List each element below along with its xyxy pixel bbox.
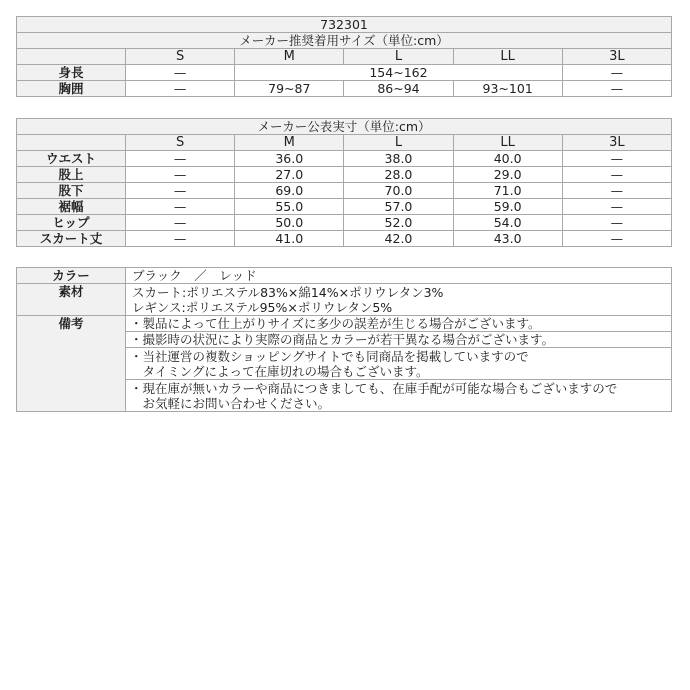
cell: — — [126, 183, 235, 199]
size-header-l: L — [344, 135, 453, 151]
note-line: ・現在庫が無いカラーや商品につきましても、在庫手配が可能な場合もございますので — [130, 380, 618, 396]
cell: — — [126, 215, 235, 231]
cell: — — [562, 199, 671, 215]
cell: 59.0 — [453, 199, 562, 215]
table-row — [17, 167, 672, 183]
cell: 43.0 — [453, 231, 562, 247]
table-row — [17, 231, 672, 247]
note-item — [126, 380, 672, 412]
row-label: 股上 — [17, 167, 126, 183]
corner-cell — [17, 49, 126, 65]
size-header-s: S — [126, 49, 235, 65]
row-label: スカート丈 — [17, 231, 126, 247]
actual-size-table — [16, 118, 672, 247]
cell: 71.0 — [453, 183, 562, 199]
recommended-size-title: メーカー推奨着用サイズ（単位:cm） — [17, 33, 672, 49]
cell: 86~94 — [344, 81, 453, 97]
material-label: 素材 — [17, 284, 126, 316]
cell: — — [126, 231, 235, 247]
cell: 42.0 — [344, 231, 453, 247]
cell: — — [562, 81, 671, 97]
note-line: タイミングによって在庫切れの場合もございます。 — [130, 363, 429, 379]
cell: — — [126, 81, 235, 97]
cell: 93~101 — [453, 81, 562, 97]
size-header-s: S — [126, 135, 235, 151]
cell: — — [126, 65, 235, 81]
size-header-l: L — [344, 49, 453, 65]
row-label: 裾幅 — [17, 199, 126, 215]
cell: 50.0 — [235, 215, 344, 231]
row-label-chest: 胸囲 — [17, 81, 126, 97]
cell: — — [562, 215, 671, 231]
cell: — — [126, 151, 235, 167]
recommended-size-table — [16, 16, 672, 97]
cell: 38.0 — [344, 151, 453, 167]
cell: — — [126, 199, 235, 215]
size-header-m: M — [235, 135, 344, 151]
size-header-3l: 3L — [562, 49, 671, 65]
note-item: ・製品によって仕上がりサイズに多少の誤差が生じる場合がございます。 — [126, 316, 672, 332]
actual-size-title: メーカー公表実寸（単位:cm） — [17, 119, 672, 135]
cell: — — [562, 167, 671, 183]
table-row — [17, 81, 672, 97]
cell: — — [126, 167, 235, 183]
note-item — [126, 348, 672, 380]
table-row — [17, 199, 672, 215]
cell-height-range: 154~162 — [235, 65, 563, 81]
cell: 57.0 — [344, 199, 453, 215]
color-label: カラー — [17, 268, 126, 284]
cell: 70.0 — [344, 183, 453, 199]
note-line: お気軽にお問い合わせください。 — [130, 395, 331, 411]
material-line: レギンス:ポリエステル95%×ポリウレタン5% — [132, 299, 393, 315]
note-line: ・当社運営の複数ショッピングサイトでも同商品を掲載していますので — [130, 348, 529, 364]
size-header-m: M — [235, 49, 344, 65]
cell: 36.0 — [235, 151, 344, 167]
cell: 79~87 — [235, 81, 344, 97]
material-value — [126, 284, 672, 316]
row-label: ヒップ — [17, 215, 126, 231]
table-row — [17, 151, 672, 167]
table-row — [17, 183, 672, 199]
cell: 55.0 — [235, 199, 344, 215]
cell: — — [562, 231, 671, 247]
cell: — — [562, 151, 671, 167]
size-header-3l: 3L — [562, 135, 671, 151]
table-row — [17, 215, 672, 231]
product-info-table — [16, 267, 672, 412]
cell: 69.0 — [235, 183, 344, 199]
cell: 27.0 — [235, 167, 344, 183]
row-label: 股下 — [17, 183, 126, 199]
notes-label: 備考 — [17, 316, 126, 412]
row-label-height: 身長 — [17, 65, 126, 81]
material-line: スカート:ポリエステル83%×綿14%×ポリウレタン3% — [132, 284, 444, 300]
size-header-ll: LL — [453, 135, 562, 151]
size-header-ll: LL — [453, 49, 562, 65]
cell: 54.0 — [453, 215, 562, 231]
cell: 40.0 — [453, 151, 562, 167]
note-item: ・撮影時の状況により実際の商品とカラーが若干異なる場合がございます。 — [126, 332, 672, 348]
cell: 29.0 — [453, 167, 562, 183]
corner-cell — [17, 135, 126, 151]
cell: 52.0 — [344, 215, 453, 231]
color-value: ブラック ／ レッド — [126, 268, 672, 284]
cell: 41.0 — [235, 231, 344, 247]
row-label: ウエスト — [17, 151, 126, 167]
cell: 28.0 — [344, 167, 453, 183]
cell: — — [562, 183, 671, 199]
cell: — — [562, 65, 671, 81]
table-row — [17, 65, 672, 81]
product-code: 732301 — [17, 17, 672, 33]
